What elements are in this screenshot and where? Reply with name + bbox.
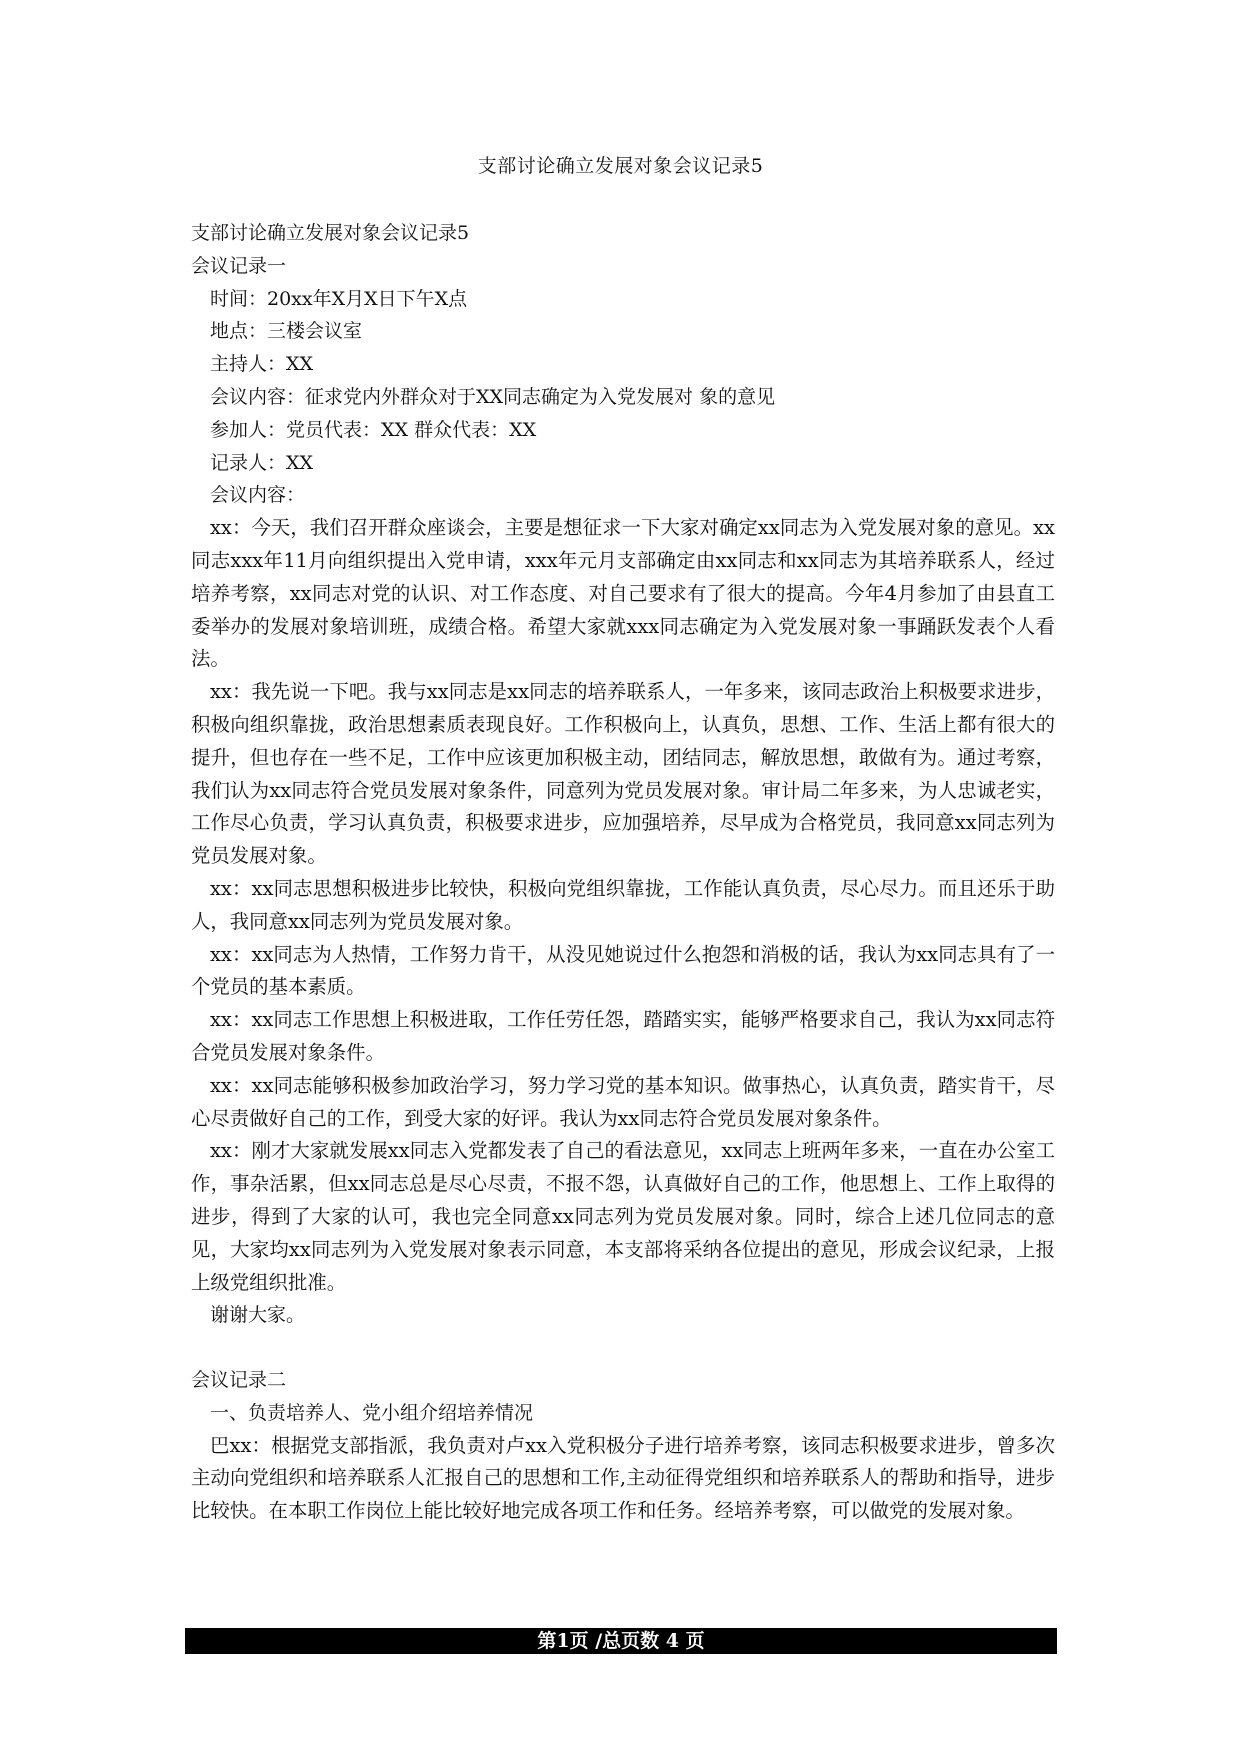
record1-paragraph: xx：我先说一下吧。我与xx同志是xx同志的培养联系人，一年多来，该同志政治上积极要求进步，积极向组织靠拢，政治思想素质表现良好。工作积极向上，认真负，思想、工作、生活上都有很大的提升，但也存在一些不足，工作中应该更加积极主动，团结同志，解放思想，敢做有为。通过考察，我们认为xx同志符合党员发展对象条件，同意列为党员发展对象。审计局二年多来，为人忠诚老实，工作尽心负责，学习认真负责，积极要求进步，应加强培养，尽早成为合格党员，我同意xx同志列为党员发展对象。 [191, 680, 1055, 868]
record1-closing: 谢谢大家。 [210, 1304, 306, 1327]
record1-paragraph: xx：今天，我们召开群众座谈会，主要是想征求一下大家对确定xx同志为入党发展对象的意见。xx同志xxx年11月向组织提出入党申请，xxx年元月支部确定由xx同志和xx同志为其培养联系人，经过培养考察，xx同志对党的认识、对工作态度、对自己要求有了很大的提高。今年4月参加了由县直工委举办的发展对象培训班，成绩合格。希望大家就xxx同志确定为入党发展对象一事踊跃发表个人看法。 [191, 516, 1055, 671]
meeting-topic: 会议内容：征求党内外群众对于XX同志确定为入党发展对 象的意见 [210, 385, 776, 408]
record1-paragraph: xx：xx同志为人热情，工作努力肯干，从没见她说过什么抱怨和消极的话，我认为xx同志具有了一个党员的基本素质。 [191, 942, 1055, 999]
record1-heading: 会议记录一 [191, 254, 287, 277]
record2-paragraph: 巴xx：根据党支部指派，我负责对卢xx入党积极分子进行培养考察，该同志积极要求进步，曾多次主动向党组织和培养联系人汇报自己的思想和工作,主动征得党组织和培养联系人的帮助和指导，进步比较快。在本职工作岗位上能比较好地完成各项工作和任务。经培养考察，可以做党的发展对象。 [191, 1433, 1055, 1523]
section-spacer [191, 1332, 1055, 1364]
record2-section-heading: 一、负责培养人、党小组介绍培养情况 [210, 1401, 534, 1424]
meeting-content-label: 会议内容： [210, 484, 306, 507]
record1-paragraph: xx：刚才大家就发展xx同志入党都发表了自己的看法意见，xx同志上班两年多来，一直在办公室工作，事杂活累，但xx同志总是尽心尽责，不报不怨，认真做好自己的工作，他思想上、工作上取得的进步，得到了大家的认可，我也完全同意xx同志列为党员发展对象。同时，综合上述几位同志的意见，大家均xx同志列为入党发展对象表示同意，本支部将采纳各位提出的意见，形成会议纪录，上报上级党组织批准。 [191, 1139, 1055, 1294]
meeting-host: 主持人：XX [210, 353, 314, 376]
record1-paragraph: xx：xx同志能够积极参加政治学习，努力学习党的基本知识。做事热心，认真负责，踏实肯干，尽心尽责做好自己的工作，到受大家的好评。我认为xx同志符合党员发展对象条件。 [191, 1073, 1055, 1130]
meeting-place: 地点：三楼会议室 [210, 320, 363, 343]
meeting-time: 时间：20xx年X月X日下午X点 [210, 287, 468, 310]
record1-paragraph: xx：xx同志工作思想上积极进取，工作任劳任怨，踏踏实实，能够严格要求自己，我认为xx同志符合党员发展对象条件。 [191, 1008, 1055, 1064]
record2-heading: 会议记录二 [191, 1369, 287, 1392]
document-title: 支部讨论确立发展对象会议记录5 [477, 155, 764, 177]
document-subtitle: 支部讨论确立发展对象会议记录5 [191, 222, 470, 244]
page-footer: 第1页 /总页数 4 页 [185, 1628, 1057, 1654]
meeting-attendees: 参加人：党员代表：XX 群众代表：XX [210, 418, 537, 441]
meeting-recorder: 记录人：XX [210, 451, 314, 474]
record1-paragraph: xx：xx同志思想积极进步比较快，积极向党组织靠拢，工作能认真负责，尽心尽力。而且还乐于助人，我同意xx同志列为党员发展对象。 [191, 876, 1055, 933]
document-body [191, 217, 1055, 1528]
